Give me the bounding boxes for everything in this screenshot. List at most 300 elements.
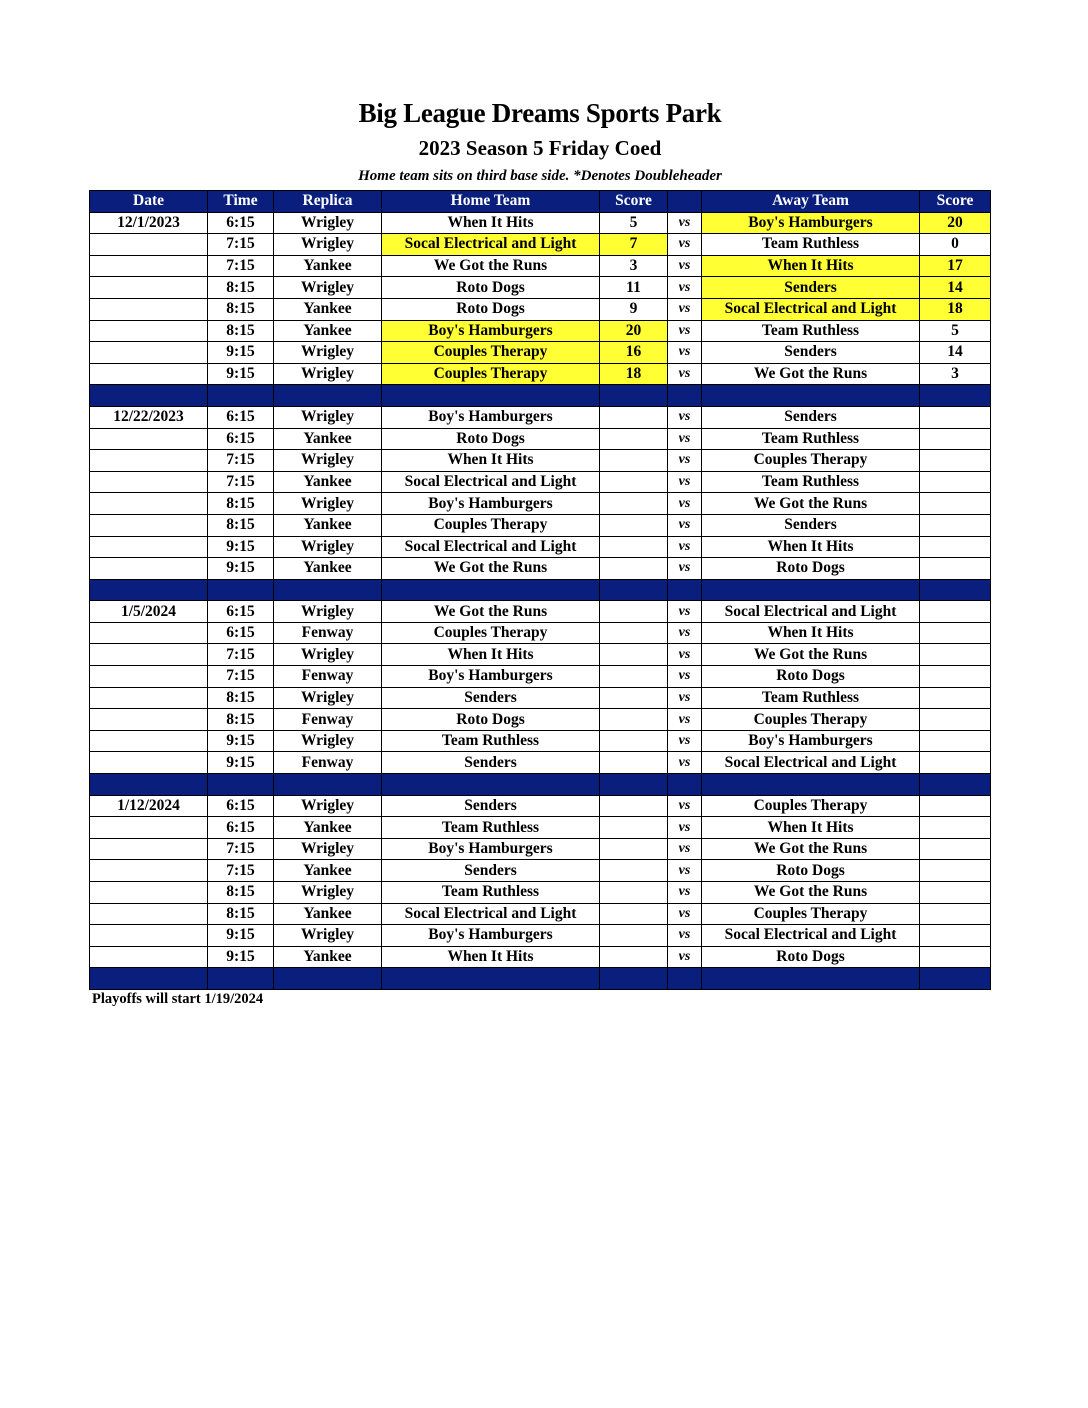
vs-label: vs bbox=[668, 558, 702, 580]
separator-cell bbox=[600, 968, 668, 990]
home-score bbox=[600, 752, 668, 774]
home-score bbox=[600, 471, 668, 493]
vs-label: vs bbox=[668, 514, 702, 536]
game-date bbox=[90, 838, 208, 860]
game-time: 8:15 bbox=[208, 320, 274, 342]
game-field: Yankee bbox=[274, 428, 382, 450]
separator-cell bbox=[600, 579, 668, 601]
game-time: 6:15 bbox=[208, 795, 274, 817]
game-time: 6:15 bbox=[208, 622, 274, 644]
home-team: Roto Dogs bbox=[382, 709, 600, 731]
away-score bbox=[920, 622, 991, 644]
away-score: 3 bbox=[920, 363, 991, 385]
game-date: 1/5/2024 bbox=[90, 601, 208, 623]
game-date bbox=[90, 428, 208, 450]
away-team: Roto Dogs bbox=[702, 558, 920, 580]
week-separator-row bbox=[90, 579, 991, 601]
away-team: Socal Electrical and Light bbox=[702, 925, 920, 947]
game-field: Wrigley bbox=[274, 795, 382, 817]
vs-label: vs bbox=[668, 298, 702, 320]
table-row bbox=[90, 514, 991, 536]
home-score bbox=[600, 666, 668, 688]
home-team: We Got the Runs bbox=[382, 558, 600, 580]
away-score bbox=[920, 752, 991, 774]
away-team: Couples Therapy bbox=[702, 450, 920, 472]
away-team: Team Ruthless bbox=[702, 320, 920, 342]
game-field: Yankee bbox=[274, 471, 382, 493]
game-date: 1/12/2024 bbox=[90, 795, 208, 817]
table-header-row bbox=[90, 191, 991, 213]
vs-label: vs bbox=[668, 212, 702, 234]
home-score bbox=[600, 406, 668, 428]
page-title: Big League Dreams Sports Park bbox=[358, 98, 722, 128]
home-score: 5 bbox=[600, 212, 668, 234]
home-team: Couples Therapy bbox=[382, 622, 600, 644]
away-team: We Got the Runs bbox=[702, 882, 920, 904]
game-field: Wrigley bbox=[274, 450, 382, 472]
vs-label: vs bbox=[668, 795, 702, 817]
separator-cell bbox=[702, 968, 920, 990]
game-time: 9:15 bbox=[208, 558, 274, 580]
away-team: Boy's Hamburgers bbox=[702, 212, 920, 234]
separator-cell bbox=[668, 774, 702, 796]
away-score bbox=[920, 795, 991, 817]
game-field: Yankee bbox=[274, 298, 382, 320]
separator-cell bbox=[600, 774, 668, 796]
away-score bbox=[920, 687, 991, 709]
game-time: 8:15 bbox=[208, 687, 274, 709]
vs-label: vs bbox=[668, 471, 702, 493]
home-score: 20 bbox=[600, 320, 668, 342]
home-team: Senders bbox=[382, 860, 600, 882]
game-time: 6:15 bbox=[208, 428, 274, 450]
away-score bbox=[920, 946, 991, 968]
home-team: Boy's Hamburgers bbox=[382, 925, 600, 947]
away-score: 0 bbox=[920, 234, 991, 256]
separator-cell bbox=[920, 579, 991, 601]
away-score bbox=[920, 536, 991, 558]
home-score bbox=[600, 536, 668, 558]
table-row bbox=[90, 363, 991, 385]
game-date bbox=[90, 471, 208, 493]
separator-cell bbox=[920, 385, 991, 407]
game-time: 7:15 bbox=[208, 255, 274, 277]
game-date bbox=[90, 903, 208, 925]
away-score bbox=[920, 838, 991, 860]
game-date bbox=[90, 558, 208, 580]
home-team: Socal Electrical and Light bbox=[382, 536, 600, 558]
schedule-table bbox=[89, 190, 991, 990]
away-team: When It Hits bbox=[702, 536, 920, 558]
vs-label: vs bbox=[668, 255, 702, 277]
game-time: 7:15 bbox=[208, 234, 274, 256]
separator-cell bbox=[274, 774, 382, 796]
away-score bbox=[920, 730, 991, 752]
separator-cell bbox=[208, 579, 274, 601]
separator-cell bbox=[382, 968, 600, 990]
game-date bbox=[90, 493, 208, 515]
game-date bbox=[90, 622, 208, 644]
game-field: Wrigley bbox=[274, 644, 382, 666]
home-score: 7 bbox=[600, 234, 668, 256]
season-subtitle: 2023 Season 5 Friday Coed bbox=[418, 136, 662, 160]
home-score bbox=[600, 838, 668, 860]
away-team: Roto Dogs bbox=[702, 860, 920, 882]
game-time: 7:15 bbox=[208, 471, 274, 493]
separator-cell bbox=[90, 579, 208, 601]
game-time: 8:15 bbox=[208, 298, 274, 320]
col-header-replica: Replica bbox=[274, 191, 382, 213]
game-date bbox=[90, 255, 208, 277]
week-separator-row bbox=[90, 385, 991, 407]
game-date: 12/1/2023 bbox=[90, 212, 208, 234]
game-date bbox=[90, 450, 208, 472]
home-team: Socal Electrical and Light bbox=[382, 234, 600, 256]
home-score bbox=[600, 514, 668, 536]
home-score bbox=[600, 709, 668, 731]
home-score bbox=[600, 925, 668, 947]
away-score bbox=[920, 601, 991, 623]
game-field: Wrigley bbox=[274, 277, 382, 299]
away-team: Senders bbox=[702, 277, 920, 299]
separator-cell bbox=[208, 385, 274, 407]
vs-label: vs bbox=[668, 363, 702, 385]
game-field: Wrigley bbox=[274, 925, 382, 947]
table-row bbox=[90, 298, 991, 320]
playoffs-note: Playoffs will start 1/19/2024 bbox=[92, 991, 264, 1007]
game-date bbox=[90, 882, 208, 904]
home-score bbox=[600, 450, 668, 472]
home-team: Boy's Hamburgers bbox=[382, 838, 600, 860]
game-date bbox=[90, 817, 208, 839]
game-field: Wrigley bbox=[274, 687, 382, 709]
home-team: We Got the Runs bbox=[382, 601, 600, 623]
table-row bbox=[90, 255, 991, 277]
vs-label: vs bbox=[668, 946, 702, 968]
separator-cell bbox=[90, 968, 208, 990]
game-date bbox=[90, 298, 208, 320]
away-team: Team Ruthless bbox=[702, 471, 920, 493]
table-row bbox=[90, 838, 991, 860]
home-team: Senders bbox=[382, 687, 600, 709]
away-score: 20 bbox=[920, 212, 991, 234]
table-row bbox=[90, 752, 991, 774]
game-date bbox=[90, 320, 208, 342]
away-team: Socal Electrical and Light bbox=[702, 298, 920, 320]
separator-cell bbox=[668, 968, 702, 990]
game-field: Yankee bbox=[274, 946, 382, 968]
away-team: We Got the Runs bbox=[702, 838, 920, 860]
table-row bbox=[90, 558, 991, 580]
table-row bbox=[90, 817, 991, 839]
game-field: Wrigley bbox=[274, 730, 382, 752]
game-field: Yankee bbox=[274, 903, 382, 925]
away-score bbox=[920, 428, 991, 450]
home-score bbox=[600, 601, 668, 623]
game-time: 7:15 bbox=[208, 666, 274, 688]
game-field: Wrigley bbox=[274, 882, 382, 904]
table-row bbox=[90, 406, 991, 428]
away-score bbox=[920, 925, 991, 947]
away-score: 14 bbox=[920, 342, 991, 364]
vs-label: vs bbox=[668, 320, 702, 342]
away-score bbox=[920, 644, 991, 666]
game-date bbox=[90, 730, 208, 752]
game-time: 8:15 bbox=[208, 277, 274, 299]
separator-cell bbox=[274, 385, 382, 407]
week-separator-row bbox=[90, 968, 991, 990]
col-header-home-team: Home Team bbox=[382, 191, 600, 213]
vs-label: vs bbox=[668, 903, 702, 925]
game-time: 9:15 bbox=[208, 342, 274, 364]
home-team: Couples Therapy bbox=[382, 363, 600, 385]
game-date bbox=[90, 277, 208, 299]
away-score bbox=[920, 493, 991, 515]
away-score bbox=[920, 558, 991, 580]
separator-cell bbox=[90, 385, 208, 407]
separator-cell bbox=[702, 774, 920, 796]
game-date bbox=[90, 687, 208, 709]
vs-label: vs bbox=[668, 644, 702, 666]
game-date bbox=[90, 363, 208, 385]
game-field: Wrigley bbox=[274, 212, 382, 234]
home-score bbox=[600, 493, 668, 515]
vs-label: vs bbox=[668, 709, 702, 731]
game-time: 8:15 bbox=[208, 882, 274, 904]
vs-label: vs bbox=[668, 277, 702, 299]
col-header-date: Date bbox=[90, 191, 208, 213]
table-row bbox=[90, 622, 991, 644]
home-team: Roto Dogs bbox=[382, 298, 600, 320]
vs-label: vs bbox=[668, 817, 702, 839]
home-team: Team Ruthless bbox=[382, 730, 600, 752]
game-time: 6:15 bbox=[208, 817, 274, 839]
home-score bbox=[600, 903, 668, 925]
table-row bbox=[90, 687, 991, 709]
away-team: We Got the Runs bbox=[702, 493, 920, 515]
game-date bbox=[90, 860, 208, 882]
home-team-note: Home team sits on third base side. *Denotes Doubleheader bbox=[358, 168, 722, 184]
table-row bbox=[90, 277, 991, 299]
game-field: Wrigley bbox=[274, 406, 382, 428]
game-time: 8:15 bbox=[208, 903, 274, 925]
home-score bbox=[600, 558, 668, 580]
game-field: Wrigley bbox=[274, 342, 382, 364]
home-team: Roto Dogs bbox=[382, 428, 600, 450]
game-date bbox=[90, 752, 208, 774]
home-team: Socal Electrical and Light bbox=[382, 903, 600, 925]
away-team: Roto Dogs bbox=[702, 946, 920, 968]
game-field: Yankee bbox=[274, 255, 382, 277]
game-field: Yankee bbox=[274, 514, 382, 536]
game-time: 9:15 bbox=[208, 946, 274, 968]
table-row bbox=[90, 493, 991, 515]
game-time: 7:15 bbox=[208, 838, 274, 860]
home-score bbox=[600, 795, 668, 817]
game-time: 8:15 bbox=[208, 709, 274, 731]
vs-label: vs bbox=[668, 536, 702, 558]
game-field: Yankee bbox=[274, 817, 382, 839]
game-field: Wrigley bbox=[274, 363, 382, 385]
away-score bbox=[920, 860, 991, 882]
game-time: 6:15 bbox=[208, 601, 274, 623]
table-row bbox=[90, 428, 991, 450]
table-row bbox=[90, 234, 991, 256]
home-team: When It Hits bbox=[382, 450, 600, 472]
home-team: Team Ruthless bbox=[382, 882, 600, 904]
vs-label: vs bbox=[668, 687, 702, 709]
home-team: Boy's Hamburgers bbox=[382, 666, 600, 688]
game-time: 9:15 bbox=[208, 730, 274, 752]
game-field: Wrigley bbox=[274, 838, 382, 860]
col-header-vs bbox=[668, 191, 702, 213]
away-team: Socal Electrical and Light bbox=[702, 752, 920, 774]
game-time: 9:15 bbox=[208, 536, 274, 558]
separator-cell bbox=[382, 579, 600, 601]
table-row bbox=[90, 342, 991, 364]
separator-cell bbox=[702, 385, 920, 407]
game-date bbox=[90, 709, 208, 731]
away-team: We Got the Runs bbox=[702, 644, 920, 666]
home-team: Socal Electrical and Light bbox=[382, 471, 600, 493]
game-field: Fenway bbox=[274, 709, 382, 731]
home-team: When It Hits bbox=[382, 212, 600, 234]
game-date bbox=[90, 925, 208, 947]
vs-label: vs bbox=[668, 860, 702, 882]
home-team: Roto Dogs bbox=[382, 277, 600, 299]
away-score bbox=[920, 817, 991, 839]
home-score: 16 bbox=[600, 342, 668, 364]
away-team: We Got the Runs bbox=[702, 363, 920, 385]
game-date bbox=[90, 342, 208, 364]
table-row bbox=[90, 666, 991, 688]
game-field: Wrigley bbox=[274, 601, 382, 623]
table-row bbox=[90, 903, 991, 925]
vs-label: vs bbox=[668, 493, 702, 515]
table-row bbox=[90, 946, 991, 968]
home-team: We Got the Runs bbox=[382, 255, 600, 277]
away-team: Couples Therapy bbox=[702, 903, 920, 925]
away-team: Senders bbox=[702, 342, 920, 364]
game-date bbox=[90, 514, 208, 536]
away-team: Senders bbox=[702, 514, 920, 536]
away-score bbox=[920, 471, 991, 493]
away-team: Couples Therapy bbox=[702, 709, 920, 731]
table-row bbox=[90, 212, 991, 234]
vs-label: vs bbox=[668, 342, 702, 364]
away-team: When It Hits bbox=[702, 622, 920, 644]
home-team: When It Hits bbox=[382, 644, 600, 666]
home-team: Couples Therapy bbox=[382, 342, 600, 364]
vs-label: vs bbox=[668, 450, 702, 472]
home-team: Boy's Hamburgers bbox=[382, 493, 600, 515]
away-score: 14 bbox=[920, 277, 991, 299]
vs-label: vs bbox=[668, 622, 702, 644]
away-team: Boy's Hamburgers bbox=[702, 730, 920, 752]
away-team: Team Ruthless bbox=[702, 428, 920, 450]
game-time: 7:15 bbox=[208, 644, 274, 666]
game-time: 9:15 bbox=[208, 363, 274, 385]
home-team: Couples Therapy bbox=[382, 514, 600, 536]
away-score bbox=[920, 709, 991, 731]
separator-cell bbox=[382, 774, 600, 796]
table-row bbox=[90, 644, 991, 666]
away-score: 18 bbox=[920, 298, 991, 320]
vs-label: vs bbox=[668, 730, 702, 752]
away-score: 5 bbox=[920, 320, 991, 342]
game-time: 8:15 bbox=[208, 493, 274, 515]
away-score bbox=[920, 514, 991, 536]
away-score bbox=[920, 903, 991, 925]
away-score bbox=[920, 406, 991, 428]
table-row bbox=[90, 730, 991, 752]
away-score bbox=[920, 666, 991, 688]
separator-cell bbox=[702, 579, 920, 601]
separator-cell bbox=[208, 968, 274, 990]
table-row bbox=[90, 795, 991, 817]
separator-cell bbox=[90, 774, 208, 796]
game-field: Fenway bbox=[274, 622, 382, 644]
game-field: Yankee bbox=[274, 860, 382, 882]
vs-label: vs bbox=[668, 838, 702, 860]
home-score bbox=[600, 730, 668, 752]
home-score: 3 bbox=[600, 255, 668, 277]
home-score bbox=[600, 946, 668, 968]
game-time: 6:15 bbox=[208, 212, 274, 234]
home-score bbox=[600, 622, 668, 644]
game-time: 8:15 bbox=[208, 514, 274, 536]
separator-cell bbox=[668, 579, 702, 601]
game-time: 9:15 bbox=[208, 925, 274, 947]
home-score bbox=[600, 882, 668, 904]
table-row bbox=[90, 450, 991, 472]
separator-cell bbox=[600, 385, 668, 407]
game-date: 12/22/2023 bbox=[90, 406, 208, 428]
table-row bbox=[90, 925, 991, 947]
vs-label: vs bbox=[668, 406, 702, 428]
away-team: When It Hits bbox=[702, 817, 920, 839]
home-score bbox=[600, 644, 668, 666]
vs-label: vs bbox=[668, 752, 702, 774]
home-team: Senders bbox=[382, 795, 600, 817]
col-header-away-score: Score bbox=[920, 191, 991, 213]
game-date bbox=[90, 234, 208, 256]
home-team: When It Hits bbox=[382, 946, 600, 968]
away-score: 17 bbox=[920, 255, 991, 277]
schedule-body bbox=[90, 212, 991, 989]
separator-cell bbox=[668, 385, 702, 407]
game-time: 9:15 bbox=[208, 752, 274, 774]
away-score bbox=[920, 450, 991, 472]
col-header-away-team: Away Team bbox=[702, 191, 920, 213]
away-team: Senders bbox=[702, 406, 920, 428]
game-time: 6:15 bbox=[208, 406, 274, 428]
col-header-home-score: Score bbox=[600, 191, 668, 213]
home-score bbox=[600, 428, 668, 450]
game-date bbox=[90, 536, 208, 558]
week-separator-row bbox=[90, 774, 991, 796]
away-team: Team Ruthless bbox=[702, 687, 920, 709]
home-score bbox=[600, 860, 668, 882]
separator-cell bbox=[382, 385, 600, 407]
home-score: 11 bbox=[600, 277, 668, 299]
separator-cell bbox=[920, 774, 991, 796]
game-date bbox=[90, 666, 208, 688]
vs-label: vs bbox=[668, 925, 702, 947]
home-score bbox=[600, 817, 668, 839]
table-row bbox=[90, 536, 991, 558]
away-team: Team Ruthless bbox=[702, 234, 920, 256]
